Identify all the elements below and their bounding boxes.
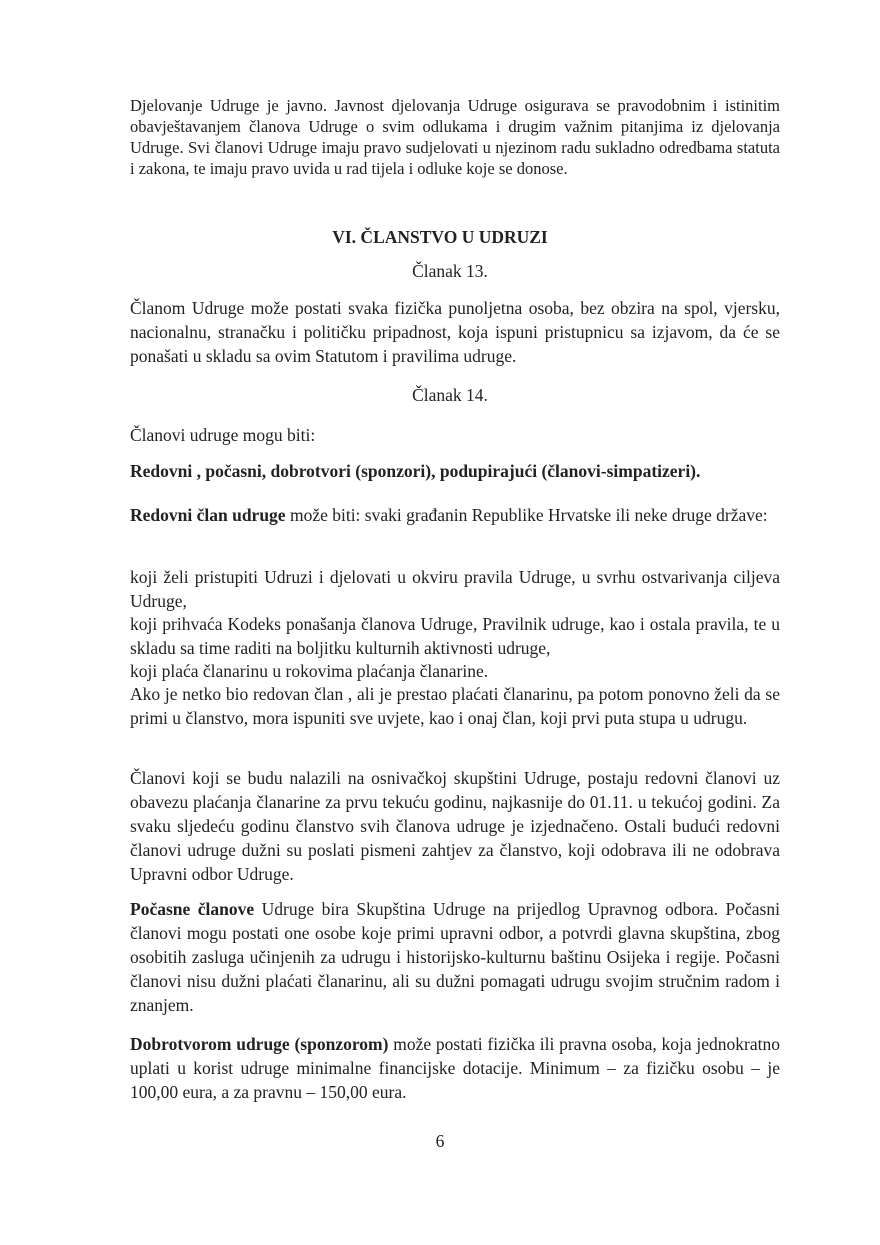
honorary-paragraph [130,897,780,1017]
members-can-be: Članovi udruge mogu biti: [130,425,316,445]
sponsor-paragraph [130,1032,780,1104]
condition-3: koji plaća članarinu u rokovima plaćanja članarine. [130,661,489,681]
founders-paragraph: Članovi koji se budu nalazili na osnivačkoj skupštini Udruge, postaju redovni članovi uz obavezu plaćanja članarine za prvu tekuću godinu, najkasnije do 01.11. u tekućoj godini. Za svaku sljedeću godinu članstvo svih članova udruge je izjednačeno. Ostali budući redovni članovi udruge dužni su poslati pismeni zahtjev za članstvo, koji odobrava ili ne odobrava Upravni odbor Udruge. [130,768,780,884]
article-13-title: Članak 13. [412,261,488,281]
regular-member-term: Redovni član udruge [130,505,286,525]
member-types: Redovni , počasni, dobrotvori (sponzori), podupirajući (članovi-simpatizeri). [130,461,701,481]
page-number: 6 [435,1131,445,1151]
intro-paragraph: Djelovanje Udruge je javno. Javnost djelovanja Udruge osigurava se pravodobnim i istinitim obavještavanjem članova Udruge o svim odlukama i drugim važnim pitanjima iz djelovanja Udruge. Svi članovi Udruge imaju pravo sudjelovati u njezinom radu sukladno odredbama statuta i zakona, te imaju pravo uvida u rad tijela i odluke koje se donose. [130,96,780,178]
article-13-text: Članom Udruge može postati svaka fizička punoljetna osoba, bez obzira na spol, vjersku, nacionalnu, stranačku i političku pripadnost, koja ispuni pristupnicu sa izjavom, da će se ponašati u skladu sa ovim Statutom i pravilima udruge. [130,298,780,366]
article-14-title: Članak 14. [412,385,488,405]
honorary-text: Udruge bira Skupština Udruge na prijedlog Upravnog odbora. Počasni članovi mogu postati one osobe koje primi upravni odbor, a potvrdi glavna skupština, zbog osobitih zasluga učinjenih za udrugu i historijsko-kulturnu baštinu Osijeka i regije. Počasni članovi nisu dužni plaćati članarinu, ali su dužni pomagati udrugu svojim stručnim radom i znanjem. [130,899,780,1015]
honorary-term: Počasne članove [130,899,255,919]
section-heading: VI. ČLANSTVO U UDRUZI [332,227,548,247]
condition-2: koji prihvaća Kodeks ponašanja članova Udruge, Pravilnik udruge, kao i ostala pravila, te u skladu sa time raditi na boljitku kulturnih aktivnosti udruge, [130,614,780,658]
regular-member-paragraph [130,503,780,527]
regular-member-text: može biti: svaki građanin Republike Hrvatske ili neke druge države: [285,505,768,525]
condition-1: koji želi pristupiti Udruzi i djelovati u okviru pravila Udruge, u svrhu ostvarivanja ciljeva Udruge, [130,567,780,611]
condition-4: Ako je netko bio redovan član , ali je prestao plaćati članarinu, pa potom ponovno želi da se primi u članstvo, mora ispuniti sve uvjete, kao i onaj član, koji prvi puta stupa u udrugu. [130,684,780,728]
sponsor-term: Dobrotvorom udruge (sponzorom) [130,1034,389,1054]
sponsor-text: može postati fizička ili pravna osoba, koja jednokratno uplati u korist udruge minimalne financijske dotacije. Minimum – za fizičku osobu – je 100,00 eura, a za pravnu – 150,00 eura. [130,1034,781,1102]
